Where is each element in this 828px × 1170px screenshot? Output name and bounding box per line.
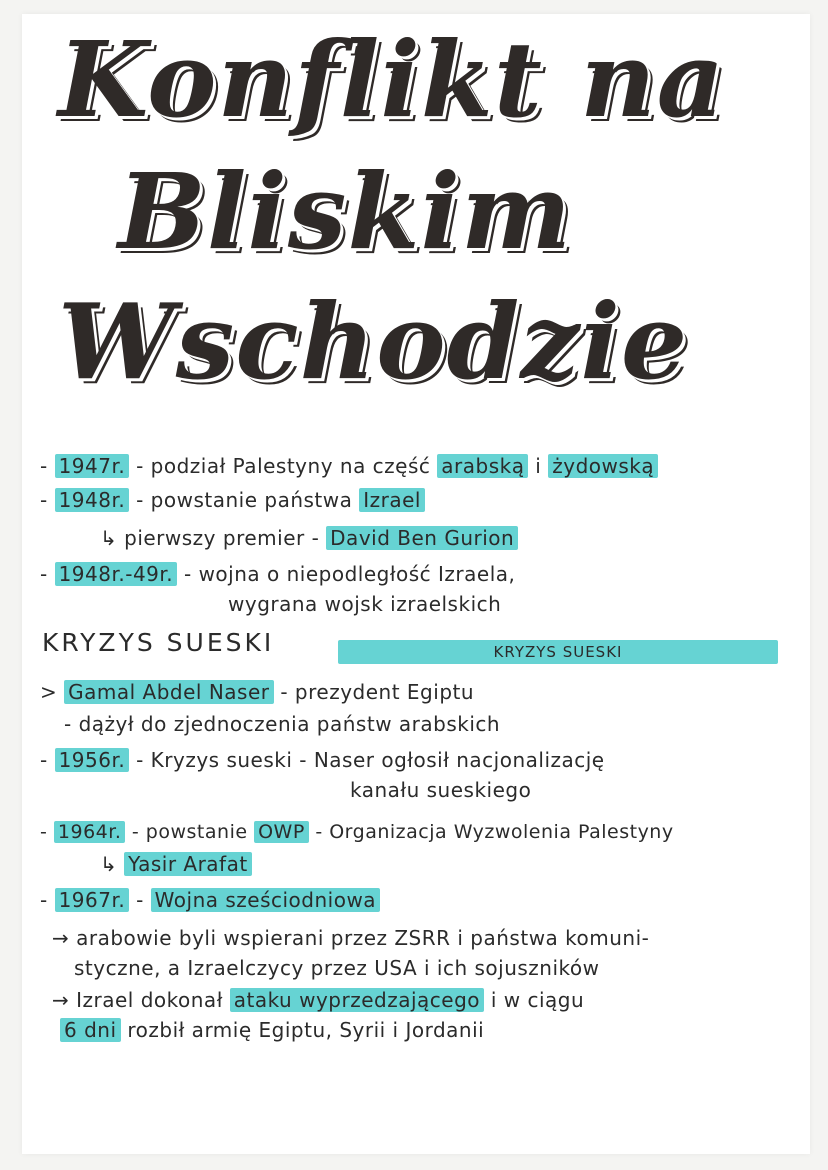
note-text: - wojna o niepodległość Izraela, <box>177 562 516 586</box>
note-text: Izrael dokonał <box>76 988 230 1012</box>
term-highlight: Wojna sześciodniowa <box>151 888 380 912</box>
arrow-icon: → <box>52 926 77 950</box>
date-highlight: 1964r. <box>54 821 125 843</box>
term-highlight: David Ben Gurion <box>326 526 518 550</box>
note-text: i w ciągu <box>484 988 585 1012</box>
note-text: rozbił armię Egiptu, Syrii i Jordanii <box>120 1018 485 1042</box>
note-line-1964 <box>40 818 800 846</box>
bullet: > <box>40 680 65 704</box>
term-highlight: 6 dni <box>60 1018 121 1042</box>
note-text: arabowie byli wspierani przez ZSRR i państwa komuni- <box>76 926 650 950</box>
note-line-naser <box>40 678 800 706</box>
bullet: - <box>40 488 55 512</box>
term-highlight: żydowską <box>548 454 658 478</box>
bullet: - <box>40 562 55 586</box>
page-title-line-2: Bliskim <box>118 150 573 273</box>
bullet: - <box>40 821 54 843</box>
note-line-1947 <box>40 452 800 480</box>
note-line-1956-cont <box>350 776 828 804</box>
note-line-premier <box>100 524 828 552</box>
note-text: - dążył do zjednoczenia państw arabskich <box>64 712 501 736</box>
term-highlight: arabską <box>437 454 528 478</box>
page-title-line-3: Wschodzie <box>58 280 689 403</box>
term-highlight: Yasir Arafat <box>124 852 252 876</box>
note-text: - Organizacja Wyzwolenia Palestyny <box>308 821 674 843</box>
term-highlight: OWP <box>254 821 309 843</box>
note-text: kanału sueskiego <box>350 778 532 802</box>
arrow-icon: → <box>52 988 77 1012</box>
note-line-support-cont <box>74 954 828 982</box>
date-highlight: 1948r. <box>55 488 130 512</box>
bullet: - <box>40 454 55 478</box>
note-line-1967 <box>40 886 800 914</box>
term-highlight: Izrael <box>359 488 425 512</box>
bullet: - <box>40 888 55 912</box>
date-highlight: 1956r. <box>55 748 130 772</box>
note-text: - <box>129 888 151 912</box>
note-line-1948-49-cont <box>228 590 828 618</box>
bullet: - <box>40 748 55 772</box>
section-title: KRYZYS SUESKI <box>42 628 275 657</box>
note-line-1948 <box>40 486 800 514</box>
note-text: - Kryzys sueski - Naser ogłosił nacjonalizację <box>129 748 605 772</box>
page-title-line-1: Konflikt na <box>58 18 726 141</box>
note-text: styczne, a Izraelczycy przez USA i ich sojuszników <box>74 956 600 980</box>
date-highlight: 1967r. <box>55 888 130 912</box>
term-highlight: Gamal Abdel Naser <box>64 680 273 704</box>
note-line-support <box>52 924 812 952</box>
note-text: - powstanie państwa <box>129 488 360 512</box>
note-text: - powstanie <box>125 821 255 843</box>
note-line-arafat <box>100 850 828 878</box>
note-line-1948-49 <box>40 560 800 588</box>
note-line-1956 <box>40 746 800 774</box>
note-line-attack <box>52 986 812 1014</box>
note-text: pierwszy premier - <box>124 526 327 550</box>
note-line-naser-goal <box>64 710 824 738</box>
note-text: - podział Palestyny na część <box>129 454 438 478</box>
arrow-icon: ↳ <box>100 852 125 876</box>
note-text: i <box>528 454 549 478</box>
date-highlight: 1948r.-49r. <box>55 562 178 586</box>
arrow-icon: ↳ <box>100 526 125 550</box>
section-banner: KRYZYS SUESKI <box>338 640 778 664</box>
term-highlight: ataku wyprzedzającego <box>230 988 484 1012</box>
note-line-attack-cont <box>60 1016 820 1044</box>
note-text: wygrana wojsk izraelskich <box>228 592 502 616</box>
date-highlight: 1947r. <box>55 454 130 478</box>
note-text: - prezydent Egiptu <box>273 680 475 704</box>
